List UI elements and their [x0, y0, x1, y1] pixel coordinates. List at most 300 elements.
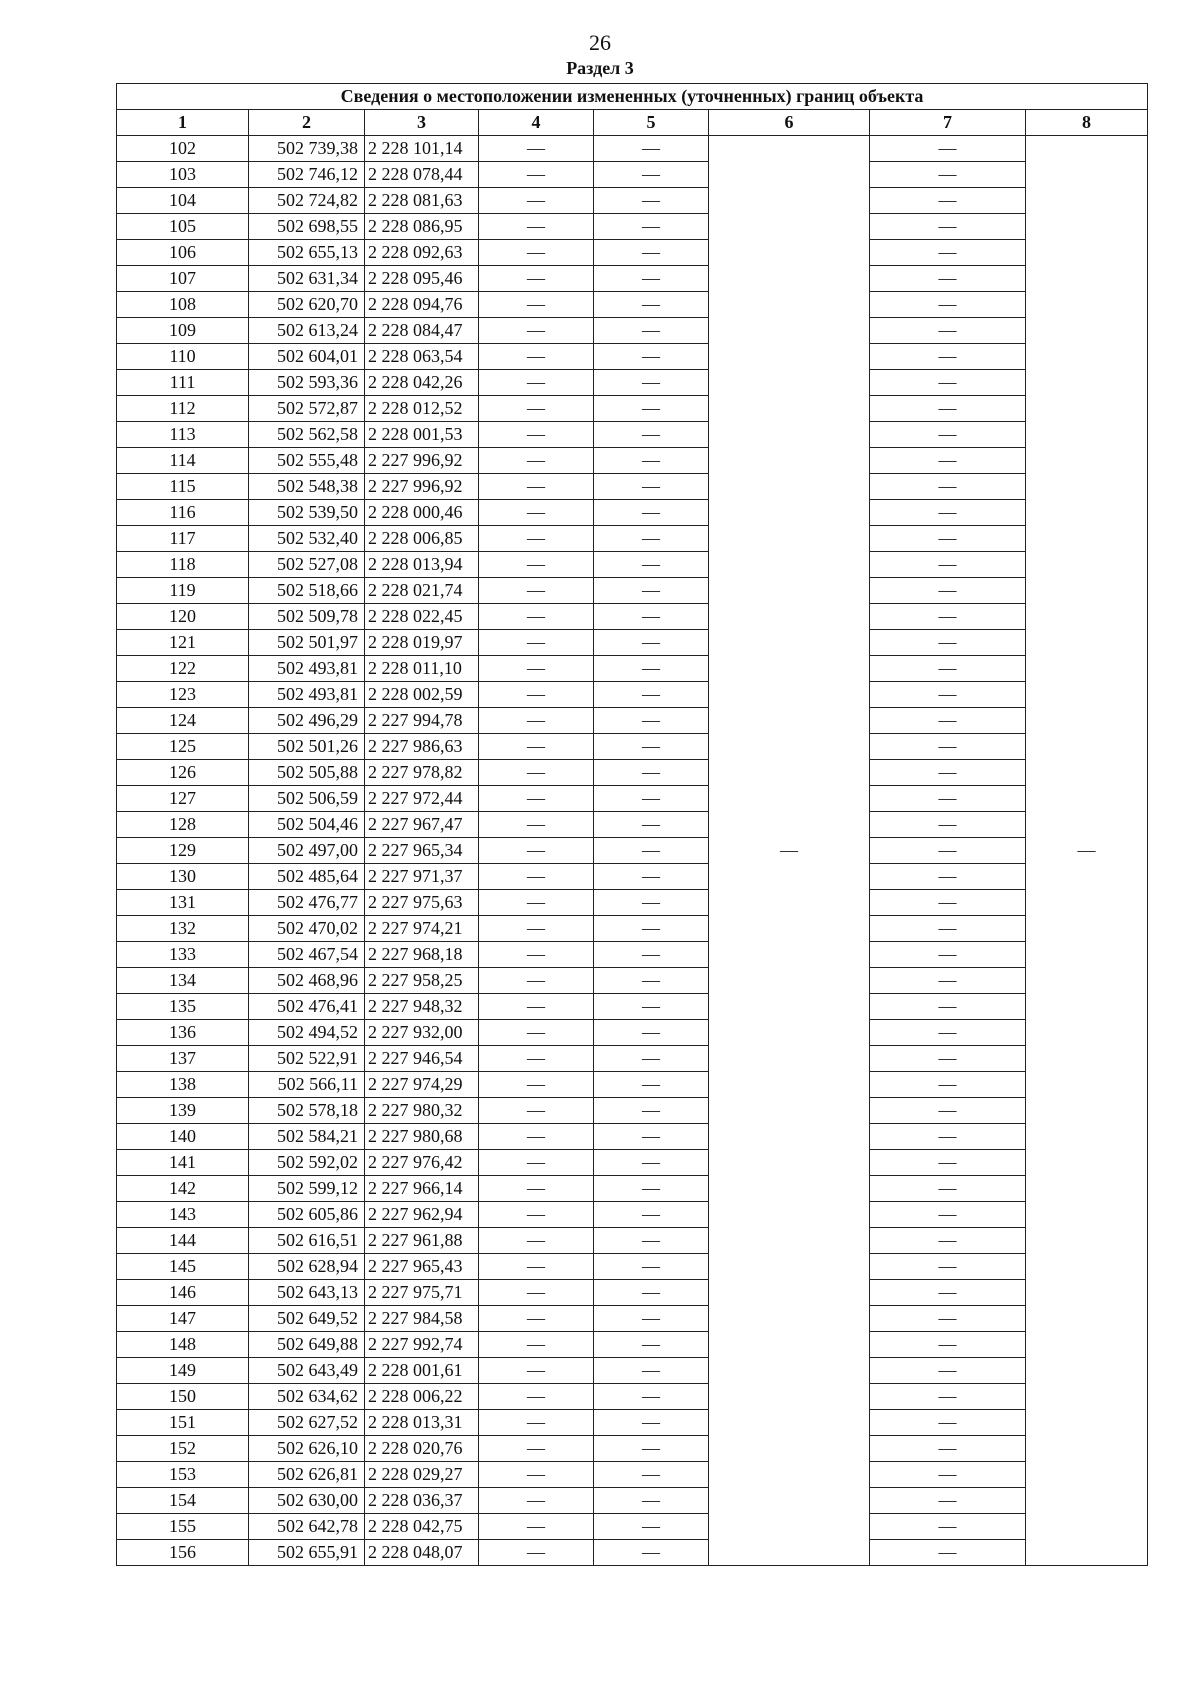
table-row [117, 890, 1148, 916]
table-row [117, 1306, 1148, 1332]
table-row [117, 1488, 1148, 1514]
col5-dash-cell: — [594, 396, 709, 422]
y-coordinate-cell: 2 227 965,43 [365, 1254, 479, 1280]
col7-dash-cell: — [870, 552, 1026, 578]
col5-dash-cell: — [594, 1332, 709, 1358]
col7-dash-cell: — [870, 812, 1026, 838]
point-number-cell: 130 [117, 864, 249, 890]
col4-dash-cell: — [479, 942, 594, 968]
x-coordinate-cell: 502 630,00 [249, 1488, 365, 1514]
y-coordinate-cell: 2 228 002,59 [365, 682, 479, 708]
col5-dash-cell: — [594, 578, 709, 604]
col7-dash-cell: — [870, 1228, 1026, 1254]
col4-dash-cell: — [479, 1462, 594, 1488]
table-row [117, 396, 1148, 422]
point-number-cell: 149 [117, 1358, 249, 1384]
x-coordinate-cell: 502 496,29 [249, 708, 365, 734]
table-row [117, 214, 1148, 240]
col4-dash-cell: — [479, 656, 594, 682]
col4-dash-cell: — [479, 1410, 594, 1436]
col7-dash-cell: — [870, 630, 1026, 656]
point-number-cell: 120 [117, 604, 249, 630]
x-coordinate-cell: 502 616,51 [249, 1228, 365, 1254]
col4-dash-cell: — [479, 890, 594, 916]
col5-dash-cell: — [594, 1306, 709, 1332]
col5-dash-cell: — [594, 760, 709, 786]
col5-dash-cell: — [594, 422, 709, 448]
y-coordinate-cell: 2 227 992,74 [365, 1332, 479, 1358]
point-number-cell: 117 [117, 526, 249, 552]
x-coordinate-cell: 502 467,54 [249, 942, 365, 968]
x-coordinate-cell: 502 627,52 [249, 1410, 365, 1436]
col7-dash-cell: — [870, 708, 1026, 734]
col4-dash-cell: — [479, 1254, 594, 1280]
col5-dash-cell: — [594, 474, 709, 500]
col5-dash-cell: — [594, 1098, 709, 1124]
col4-dash-cell: — [479, 1046, 594, 1072]
y-coordinate-cell: 2 228 019,97 [365, 630, 479, 656]
y-coordinate-cell: 2 227 975,71 [365, 1280, 479, 1306]
col5-dash-cell: — [594, 1254, 709, 1280]
col4-dash-cell: — [479, 318, 594, 344]
x-coordinate-cell: 502 655,91 [249, 1540, 365, 1566]
col7-dash-cell: — [870, 968, 1026, 994]
column-header-8: 8 [1026, 110, 1148, 136]
table-row [117, 1410, 1148, 1436]
x-coordinate-cell: 502 566,11 [249, 1072, 365, 1098]
col7-dash-cell: — [870, 1098, 1026, 1124]
table-row [117, 760, 1148, 786]
point-number-cell: 114 [117, 448, 249, 474]
point-number-cell: 119 [117, 578, 249, 604]
col5-dash-cell: — [594, 1176, 709, 1202]
page-number: 26 [589, 30, 611, 55]
col4-dash-cell: — [479, 344, 594, 370]
point-number-cell: 113 [117, 422, 249, 448]
point-number-cell: 134 [117, 968, 249, 994]
col4-dash-cell: — [479, 162, 594, 188]
col7-dash-cell: — [870, 1514, 1026, 1540]
col7-dash-cell: — [870, 448, 1026, 474]
point-number-cell: 105 [117, 214, 249, 240]
col7-dash-cell: — [870, 786, 1026, 812]
x-coordinate-cell: 502 593,36 [249, 370, 365, 396]
point-number-cell: 108 [117, 292, 249, 318]
col7-dash-cell: — [870, 864, 1026, 890]
col5-dash-cell: — [594, 630, 709, 656]
col4-dash-cell: — [479, 968, 594, 994]
col7-dash-cell: — [870, 1046, 1026, 1072]
x-coordinate-cell: 502 527,08 [249, 552, 365, 578]
y-coordinate-cell: 2 227 980,32 [365, 1098, 479, 1124]
point-number-cell: 148 [117, 1332, 249, 1358]
table-row [117, 292, 1148, 318]
table-row [117, 188, 1148, 214]
point-number-cell: 126 [117, 760, 249, 786]
col4-dash-cell: — [479, 630, 594, 656]
col7-dash-cell: — [870, 188, 1026, 214]
y-coordinate-cell: 2 227 948,32 [365, 994, 479, 1020]
col7-dash-cell: — [870, 136, 1026, 162]
x-coordinate-cell: 502 476,41 [249, 994, 365, 1020]
x-coordinate-cell: 502 643,13 [249, 1280, 365, 1306]
col5-dash-cell: — [594, 682, 709, 708]
point-number-cell: 102 [117, 136, 249, 162]
col4-dash-cell: — [479, 682, 594, 708]
x-coordinate-cell: 502 548,38 [249, 474, 365, 500]
point-number-cell: 144 [117, 1228, 249, 1254]
col5-dash-cell: — [594, 994, 709, 1020]
table-row [117, 812, 1148, 838]
col4-dash-cell: — [479, 240, 594, 266]
x-coordinate-cell: 502 626,10 [249, 1436, 365, 1462]
point-number-cell: 127 [117, 786, 249, 812]
table-row [117, 266, 1148, 292]
y-coordinate-cell: 2 228 081,63 [365, 188, 479, 214]
col5-dash-cell: — [594, 942, 709, 968]
col7-dash-cell: — [870, 1124, 1026, 1150]
y-coordinate-cell: 2 228 006,22 [365, 1384, 479, 1410]
point-number-cell: 124 [117, 708, 249, 734]
point-number-cell: 154 [117, 1488, 249, 1514]
x-coordinate-cell: 502 506,59 [249, 786, 365, 812]
y-coordinate-cell: 2 228 012,52 [365, 396, 479, 422]
table-row [117, 1332, 1148, 1358]
table-row [117, 1540, 1148, 1566]
col5-dash-cell: — [594, 1410, 709, 1436]
point-number-cell: 116 [117, 500, 249, 526]
col8-merged-dash-cell: — [1026, 136, 1148, 1566]
point-number-cell: 115 [117, 474, 249, 500]
col4-dash-cell: — [479, 916, 594, 942]
column-header-2: 2 [249, 110, 365, 136]
col7-dash-cell: — [870, 1020, 1026, 1046]
col7-dash-cell: — [870, 500, 1026, 526]
col5-dash-cell: — [594, 240, 709, 266]
col4-dash-cell: — [479, 370, 594, 396]
col4-dash-cell: — [479, 1280, 594, 1306]
y-coordinate-cell: 2 228 063,54 [365, 344, 479, 370]
col7-dash-cell: — [870, 656, 1026, 682]
y-coordinate-cell: 2 227 962,94 [365, 1202, 479, 1228]
col4-dash-cell: — [479, 786, 594, 812]
table-body [117, 136, 1148, 1566]
col4-dash-cell: — [479, 1358, 594, 1384]
y-coordinate-cell: 2 228 092,63 [365, 240, 479, 266]
col5-dash-cell: — [594, 292, 709, 318]
col4-dash-cell: — [479, 1540, 594, 1566]
col7-dash-cell: — [870, 266, 1026, 292]
table-row [117, 1150, 1148, 1176]
table-row [117, 1098, 1148, 1124]
y-coordinate-cell: 2 228 036,37 [365, 1488, 479, 1514]
col7-dash-cell: — [870, 604, 1026, 630]
y-coordinate-cell: 2 227 994,78 [365, 708, 479, 734]
x-coordinate-cell: 502 504,46 [249, 812, 365, 838]
col5-dash-cell: — [594, 1436, 709, 1462]
table-row [117, 1384, 1148, 1410]
point-number-cell: 106 [117, 240, 249, 266]
x-coordinate-cell: 502 592,02 [249, 1150, 365, 1176]
point-number-cell: 107 [117, 266, 249, 292]
col4-dash-cell: — [479, 838, 594, 864]
table-row [117, 318, 1148, 344]
col4-dash-cell: — [479, 1124, 594, 1150]
y-coordinate-cell: 2 227 971,37 [365, 864, 479, 890]
x-coordinate-cell: 502 605,86 [249, 1202, 365, 1228]
table-row [117, 682, 1148, 708]
y-coordinate-cell: 2 227 976,42 [365, 1150, 479, 1176]
column-header-5: 5 [594, 110, 709, 136]
table-row [117, 1176, 1148, 1202]
col5-dash-cell: — [594, 1358, 709, 1384]
x-coordinate-cell: 502 562,58 [249, 422, 365, 448]
col4-dash-cell: — [479, 734, 594, 760]
col4-dash-cell: — [479, 1072, 594, 1098]
table-row [117, 1462, 1148, 1488]
coordinates-table [116, 83, 1148, 1566]
col7-dash-cell: — [870, 890, 1026, 916]
point-number-cell: 110 [117, 344, 249, 370]
col5-dash-cell: — [594, 188, 709, 214]
table-row [117, 552, 1148, 578]
y-coordinate-cell: 2 228 029,27 [365, 1462, 479, 1488]
x-coordinate-cell: 502 655,13 [249, 240, 365, 266]
col7-dash-cell: — [870, 1150, 1026, 1176]
table-row [117, 630, 1148, 656]
y-coordinate-cell: 2 228 001,53 [365, 422, 479, 448]
table-row [117, 656, 1148, 682]
x-coordinate-cell: 502 649,88 [249, 1332, 365, 1358]
x-coordinate-cell: 502 539,50 [249, 500, 365, 526]
col5-dash-cell: — [594, 1046, 709, 1072]
col4-dash-cell: — [479, 136, 594, 162]
col5-dash-cell: — [594, 656, 709, 682]
point-number-cell: 137 [117, 1046, 249, 1072]
x-coordinate-cell: 502 493,81 [249, 682, 365, 708]
x-coordinate-cell: 502 555,48 [249, 448, 365, 474]
table-row [117, 240, 1148, 266]
col7-dash-cell: — [870, 162, 1026, 188]
table-row [117, 162, 1148, 188]
col4-dash-cell: — [479, 604, 594, 630]
point-number-cell: 123 [117, 682, 249, 708]
point-number-cell: 128 [117, 812, 249, 838]
col4-dash-cell: — [479, 1228, 594, 1254]
col4-dash-cell: — [479, 1384, 594, 1410]
y-coordinate-cell: 2 228 042,75 [365, 1514, 479, 1540]
y-coordinate-cell: 2 228 022,45 [365, 604, 479, 630]
col5-dash-cell: — [594, 604, 709, 630]
col7-dash-cell: — [870, 292, 1026, 318]
table-row [117, 734, 1148, 760]
x-coordinate-cell: 502 698,55 [249, 214, 365, 240]
col5-dash-cell: — [594, 162, 709, 188]
x-coordinate-cell: 502 494,52 [249, 1020, 365, 1046]
point-number-cell: 141 [117, 1150, 249, 1176]
col7-dash-cell: — [870, 1358, 1026, 1384]
point-number-cell: 129 [117, 838, 249, 864]
y-coordinate-cell: 2 228 013,94 [365, 552, 479, 578]
col7-dash-cell: — [870, 396, 1026, 422]
y-coordinate-cell: 2 227 932,00 [365, 1020, 479, 1046]
point-number-cell: 138 [117, 1072, 249, 1098]
col5-dash-cell: — [594, 1020, 709, 1046]
x-coordinate-cell: 502 578,18 [249, 1098, 365, 1124]
y-coordinate-cell: 2 228 042,26 [365, 370, 479, 396]
col7-dash-cell: — [870, 240, 1026, 266]
table-row [117, 422, 1148, 448]
x-coordinate-cell: 502 505,88 [249, 760, 365, 786]
y-coordinate-cell: 2 227 986,63 [365, 734, 479, 760]
point-number-cell: 139 [117, 1098, 249, 1124]
table-row [117, 448, 1148, 474]
x-coordinate-cell: 502 631,34 [249, 266, 365, 292]
x-coordinate-cell: 502 584,21 [249, 1124, 365, 1150]
col4-dash-cell: — [479, 1202, 594, 1228]
col7-dash-cell: — [870, 1436, 1026, 1462]
col4-dash-cell: — [479, 1436, 594, 1462]
table-row [117, 1020, 1148, 1046]
table-row [117, 968, 1148, 994]
point-number-cell: 153 [117, 1462, 249, 1488]
y-coordinate-cell: 2 227 972,44 [365, 786, 479, 812]
col7-dash-cell: — [870, 1254, 1026, 1280]
col4-dash-cell: — [479, 1332, 594, 1358]
col4-dash-cell: — [479, 396, 594, 422]
col4-dash-cell: — [479, 552, 594, 578]
x-coordinate-cell: 502 642,78 [249, 1514, 365, 1540]
x-coordinate-cell: 502 634,62 [249, 1384, 365, 1410]
y-coordinate-cell: 2 227 984,58 [365, 1306, 479, 1332]
col5-dash-cell: — [594, 1280, 709, 1306]
col7-dash-cell: — [870, 1202, 1026, 1228]
table-row [117, 838, 1148, 864]
col7-dash-cell: — [870, 760, 1026, 786]
col7-dash-cell: — [870, 474, 1026, 500]
col5-dash-cell: — [594, 1124, 709, 1150]
x-coordinate-cell: 502 493,81 [249, 656, 365, 682]
y-coordinate-cell: 2 227 946,54 [365, 1046, 479, 1072]
col4-dash-cell: — [479, 760, 594, 786]
table-row [117, 1124, 1148, 1150]
table-row [117, 1436, 1148, 1462]
point-number-cell: 135 [117, 994, 249, 1020]
point-number-cell: 156 [117, 1540, 249, 1566]
y-coordinate-cell: 2 228 094,76 [365, 292, 479, 318]
col4-dash-cell: — [479, 188, 594, 214]
col4-dash-cell: — [479, 1514, 594, 1540]
y-coordinate-cell: 2 228 006,85 [365, 526, 479, 552]
y-coordinate-cell: 2 228 011,10 [365, 656, 479, 682]
col5-dash-cell: — [594, 812, 709, 838]
y-coordinate-cell: 2 228 078,44 [365, 162, 479, 188]
y-coordinate-cell: 2 228 000,46 [365, 500, 479, 526]
table-title: Сведения о местоположении измененных (уточненных) границ объекта [117, 84, 1148, 110]
column-header-6: 6 [709, 110, 870, 136]
point-number-cell: 150 [117, 1384, 249, 1410]
col5-dash-cell: — [594, 838, 709, 864]
col5-dash-cell: — [594, 916, 709, 942]
x-coordinate-cell: 502 649,52 [249, 1306, 365, 1332]
point-number-cell: 121 [117, 630, 249, 656]
col5-dash-cell: — [594, 370, 709, 396]
col5-dash-cell: — [594, 500, 709, 526]
col7-dash-cell: — [870, 578, 1026, 604]
table-row [117, 786, 1148, 812]
y-coordinate-cell: 2 227 975,63 [365, 890, 479, 916]
y-coordinate-cell: 2 228 013,31 [365, 1410, 479, 1436]
col7-dash-cell: — [870, 1072, 1026, 1098]
col7-dash-cell: — [870, 422, 1026, 448]
y-coordinate-cell: 2 228 095,46 [365, 266, 479, 292]
point-number-cell: 112 [117, 396, 249, 422]
table-row [117, 1228, 1148, 1254]
col5-dash-cell: — [594, 1072, 709, 1098]
x-coordinate-cell: 502 599,12 [249, 1176, 365, 1202]
y-coordinate-cell: 2 227 968,18 [365, 942, 479, 968]
col4-dash-cell: — [479, 1488, 594, 1514]
col7-dash-cell: — [870, 1332, 1026, 1358]
x-coordinate-cell: 502 724,82 [249, 188, 365, 214]
col4-dash-cell: — [479, 500, 594, 526]
point-number-cell: 132 [117, 916, 249, 942]
col5-dash-cell: — [594, 1462, 709, 1488]
point-number-cell: 111 [117, 370, 249, 396]
table-row [117, 1072, 1148, 1098]
col5-dash-cell: — [594, 1514, 709, 1540]
col4-dash-cell: — [479, 526, 594, 552]
point-number-cell: 152 [117, 1436, 249, 1462]
y-coordinate-cell: 2 228 084,47 [365, 318, 479, 344]
col7-dash-cell: — [870, 1462, 1026, 1488]
col5-dash-cell: — [594, 1150, 709, 1176]
col5-dash-cell: — [594, 344, 709, 370]
table-row [117, 1254, 1148, 1280]
col4-dash-cell: — [479, 578, 594, 604]
column-header-row [117, 110, 1148, 136]
y-coordinate-cell: 2 227 996,92 [365, 474, 479, 500]
col5-dash-cell: — [594, 266, 709, 292]
y-coordinate-cell: 2 227 974,29 [365, 1072, 479, 1098]
table-row [117, 864, 1148, 890]
col7-dash-cell: — [870, 1176, 1026, 1202]
col5-dash-cell: — [594, 864, 709, 890]
y-coordinate-cell: 2 227 978,82 [365, 760, 479, 786]
col5-dash-cell: — [594, 1540, 709, 1566]
y-coordinate-cell: 2 227 965,34 [365, 838, 479, 864]
y-coordinate-cell: 2 228 001,61 [365, 1358, 479, 1384]
col4-dash-cell: — [479, 1098, 594, 1124]
col5-dash-cell: — [594, 552, 709, 578]
table-row [117, 344, 1148, 370]
table-row [117, 604, 1148, 630]
x-coordinate-cell: 502 739,38 [249, 136, 365, 162]
col4-dash-cell: — [479, 474, 594, 500]
table-row [117, 136, 1148, 162]
table-row [117, 370, 1148, 396]
y-coordinate-cell: 2 228 020,76 [365, 1436, 479, 1462]
x-coordinate-cell: 502 572,87 [249, 396, 365, 422]
col7-dash-cell: — [870, 1540, 1026, 1566]
col7-dash-cell: — [870, 1384, 1026, 1410]
col5-dash-cell: — [594, 526, 709, 552]
col4-dash-cell: — [479, 994, 594, 1020]
y-coordinate-cell: 2 227 961,88 [365, 1228, 479, 1254]
point-number-cell: 140 [117, 1124, 249, 1150]
point-number-cell: 103 [117, 162, 249, 188]
point-number-cell: 133 [117, 942, 249, 968]
